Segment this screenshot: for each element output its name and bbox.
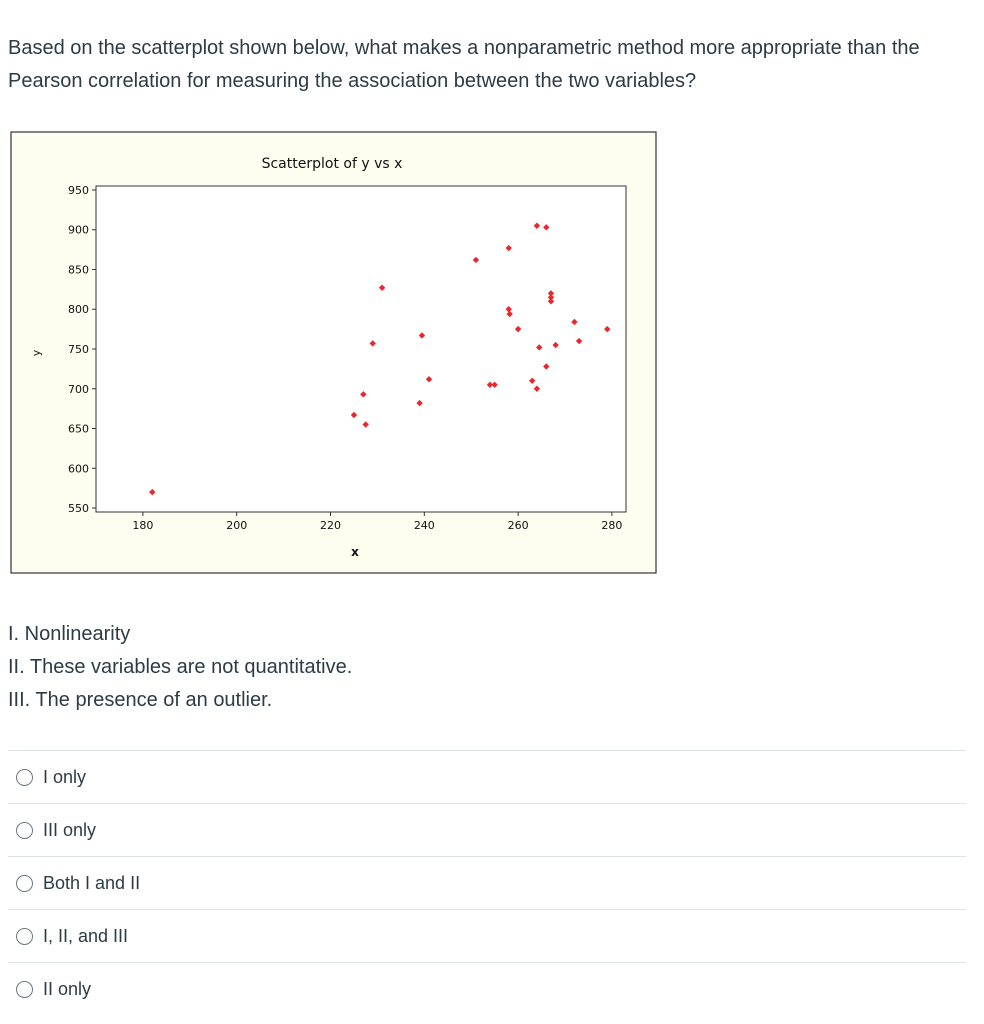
answer-option-ii-only[interactable] <box>8 962 966 1015</box>
answer-choices <box>8 750 966 1015</box>
radio-button[interactable] <box>16 822 33 839</box>
plot-area <box>96 186 626 512</box>
y-tick-label: 700 <box>68 382 89 396</box>
answer-label: II only <box>43 978 92 999</box>
radio-button[interactable] <box>16 928 33 945</box>
answer-option-both-i-and-ii[interactable] <box>8 856 966 909</box>
y-tick-label: 550 <box>68 502 89 516</box>
chart-title: Scatterplot of y vs x <box>261 156 403 172</box>
radio-button[interactable] <box>16 875 33 892</box>
statements-list <box>8 618 352 717</box>
x-tick-label: 220 <box>320 519 342 532</box>
answer-option-i-ii-and-iii[interactable] <box>8 909 966 962</box>
answer-label: I, II, and III <box>43 925 129 946</box>
answer-option-iii-only[interactable] <box>8 803 966 856</box>
answer-option-i-only[interactable] <box>8 750 966 803</box>
y-tick-label: 600 <box>68 462 89 476</box>
y-tick-label: 950 <box>68 183 89 197</box>
answer-label: III only <box>43 819 97 840</box>
x-tick-label: 180 <box>132 519 154 532</box>
radio-button[interactable] <box>16 981 33 998</box>
y-tick-label: 650 <box>68 422 89 436</box>
x-tick-label: 280 <box>601 519 623 532</box>
scatterplot <box>10 131 657 574</box>
answer-label: I only <box>43 766 87 787</box>
radio-button[interactable] <box>16 769 33 786</box>
statement-3: III. The presence of an outlier. <box>8 689 273 711</box>
y-tick-label: 850 <box>68 263 89 277</box>
question-text: Based on the scatterplot shown below, what makes a nonparametric method more appropriate than the Pearson correlation for measuring the association between the two variables? <box>8 37 920 92</box>
y-tick-label: 750 <box>68 343 89 356</box>
scatterplot-svg <box>10 131 657 574</box>
statement-1: I. Nonlinearity <box>8 623 131 645</box>
y-axis-label: y <box>30 349 43 357</box>
x-tick-label: 200 <box>226 519 248 532</box>
x-tick-label: 260 <box>507 519 529 532</box>
y-tick-label: 800 <box>68 303 89 317</box>
y-tick-label: 900 <box>68 223 89 237</box>
x-tick-label: 240 <box>413 519 435 532</box>
statement-2: II. These variables are not quantitative. <box>8 656 353 678</box>
x-axis-label: x <box>351 545 359 559</box>
answer-label: Both I and II <box>43 872 141 893</box>
